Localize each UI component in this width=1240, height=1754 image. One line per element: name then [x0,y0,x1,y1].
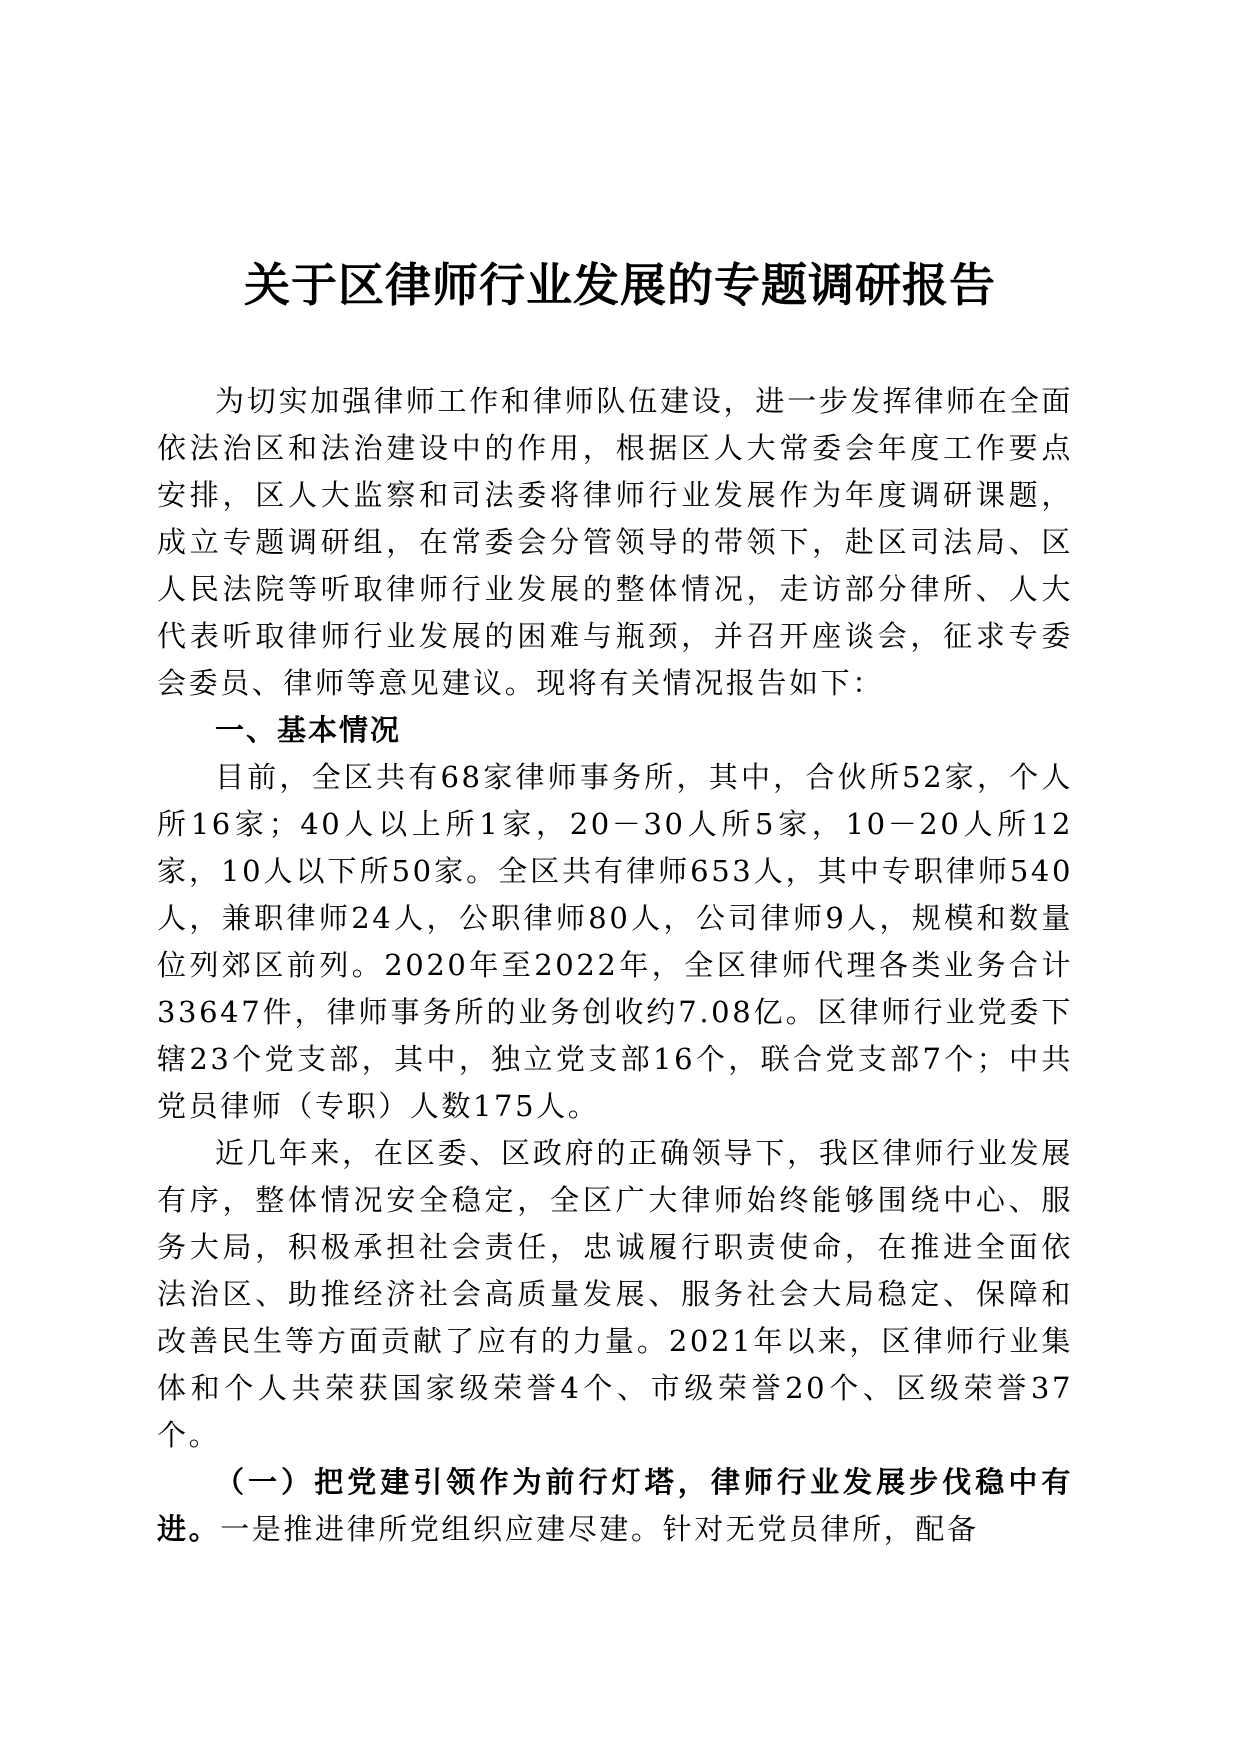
intro-paragraph: 为切实加强律师工作和律师队伍建设，进一步发挥律师在全面依法治区和法治建设中的作用，根据区人大常委会年度工作要点安排，区人大监察和司法委将律师行业发展作为年度调研课题，成立专题调研组，在常委会分管领导的带领下，赴区司法局、区人民法院等听取律师行业发展的整体情况，走访部分律所、人大代表听取律师行业发展的困难与瓶颈，并召开座谈会，征求专委会委员、律师等意见建议。现将有关情况报告如下： [157,384,1073,700]
document-title: 关于区律师行业发展的专题调研报告 [244,258,996,312]
stats-paragraph: 目前，全区共有68家律师事务所，其中，合伙所52家，个人所16家；40人以上所1家，20－30人所5家，10－20人所12家，10人以下所50家。全区共有律师653人，其中专职律师540人，兼职律师24人，公职律师80人，公司律师9人，规模和数量位列郊区前列。2020年至2022年，全区律师代理各类业务合计33647件，律师事务所的业务创收约7.08亿。区律师行业党委下辖23个党支部，其中，独立党支部16个，联合党支部7个；中共党员律师（专职）人数175人。 [157,760,1073,1123]
document-body [157,378,1073,1553]
section-heading-basic-situation: 一、基本情况 [215,713,402,747]
subsection-paragraph [157,1459,1073,1553]
subsection-heading: （一）把党建引领作为前行灯塔，律师行业发展步伐稳中有进。 [157,1465,1073,1546]
achievements-paragraph: 近几年来，在区委、区政府的正确领导下，我区律师行业发展有序，整体情况安全稳定，全区广大律师始终能够围绕中心、服务大局，积极承担社会责任，忠诚履行职责使命，在推进全面依法治区、助推经济社会高质量发展、服务社会大局稳定、保障和改善民生等方面贡献了应有的力量。2021年以来，区律师行业集体和个人共荣获国家级荣誉4个、市级荣誉20个、区级荣誉37个。 [157,1136,1073,1452]
subsection-text: 一是推进律所党组织应建尽建。针对无党员律所，配备 [220,1512,979,1546]
